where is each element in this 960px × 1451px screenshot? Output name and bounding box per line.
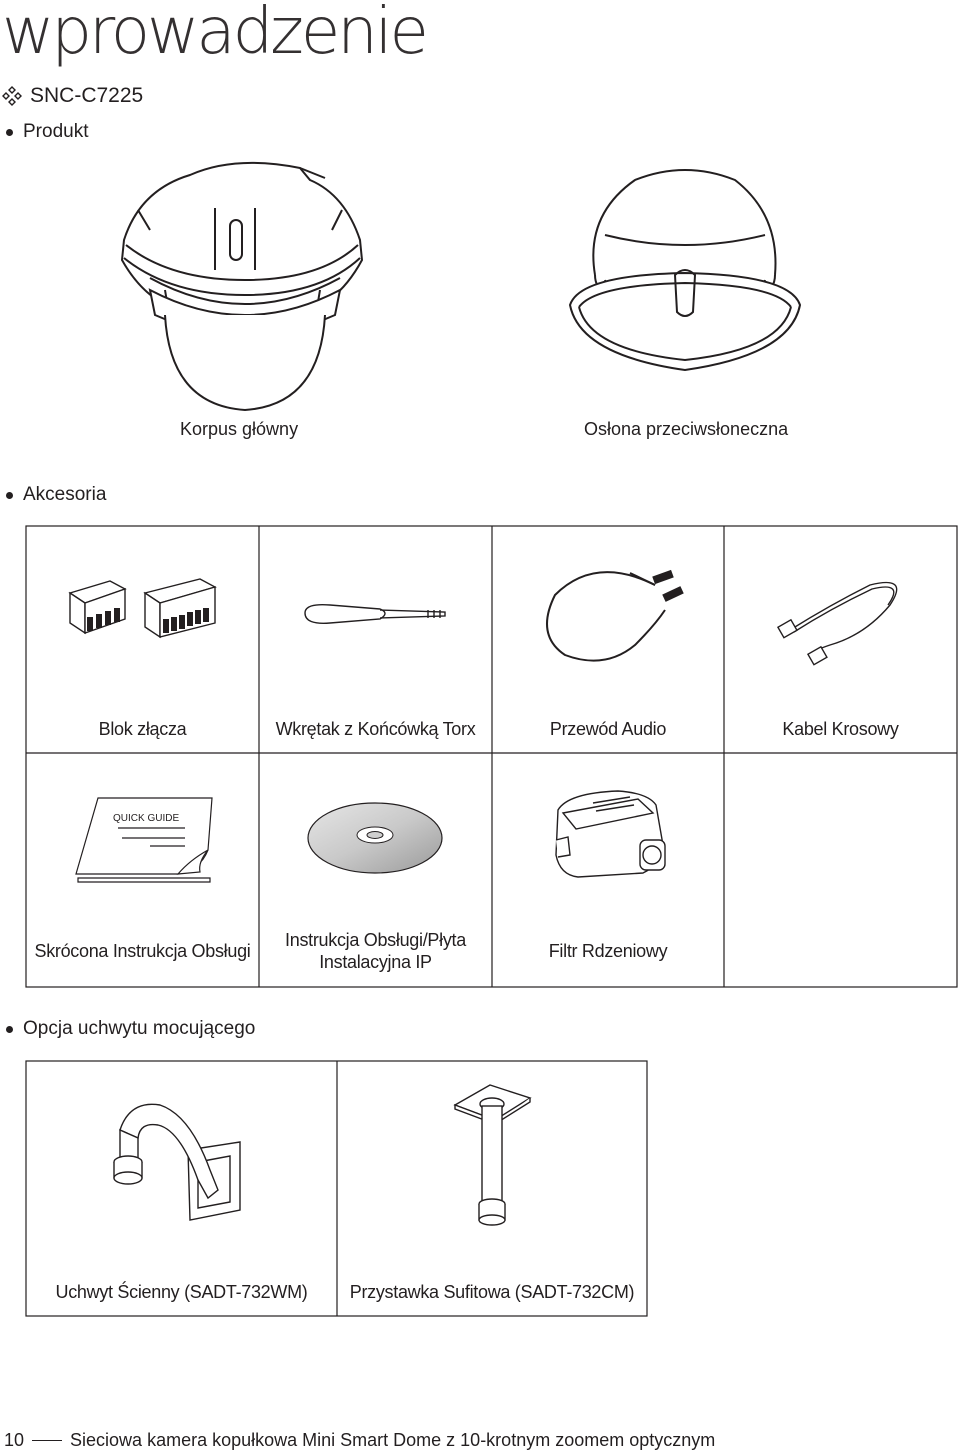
- torx-screwdriver-icon: [300, 595, 455, 635]
- mount-label: Uchwyt Ścienny (SADT-732WM): [55, 1282, 308, 1302]
- accessory-label: Filtr Rdzeniowy: [548, 941, 668, 961]
- bullet-icon: [6, 1026, 13, 1033]
- accessory-label: Przewód Audio: [549, 719, 667, 739]
- audio-cable-icon: [535, 555, 695, 670]
- accessory-label: Blok złącza: [98, 719, 187, 739]
- terminal-block-icon: [65, 575, 225, 665]
- ferrite-core-filter-icon: [548, 785, 673, 885]
- accessory-label: Kabel Krosowy: [782, 719, 899, 739]
- mount-label: Przystawka Sufitowa (SADT-732CM): [349, 1282, 635, 1302]
- product-caption-body: Korpus główny: [180, 419, 299, 439]
- patch-cable-icon: [770, 565, 910, 675]
- footer-rule: [32, 1440, 62, 1441]
- model-name: SNC-C7225: [30, 84, 144, 107]
- quick-guide-text: QUICK GUIDE: [113, 813, 180, 824]
- footer-text: Sieciowa kamera kopułkowa Mini Smart Dome z 10-krotnym zoomem optycznym: [70, 1430, 716, 1450]
- product-caption-sunshield: Osłona przeciwsłoneczna: [584, 419, 789, 439]
- wall-mount-icon: [100, 1090, 260, 1230]
- section-mount-heading: [0, 1018, 255, 1040]
- page-title: wprowadzenie: [2, 0, 426, 69]
- section-label: Akcesoria: [23, 484, 107, 505]
- ceiling-mount-icon: [450, 1080, 540, 1235]
- quick-guide-icon: [70, 790, 220, 890]
- cd-disc-icon: [305, 800, 445, 876]
- page-number: 10: [4, 1430, 25, 1450]
- accessory-label: Instrukcja Obsługi/Płyta Instalacyjna IP: [285, 930, 466, 972]
- section-label: Produkt: [23, 121, 89, 142]
- page-footer: [4, 1430, 715, 1451]
- section-label: Opcja uchwytu mocującego: [23, 1018, 256, 1039]
- accessory-label: Wkrętak z Końcówką Torx: [275, 719, 476, 739]
- accessory-label: Skrócona Instrukcja Obsługi: [34, 941, 251, 961]
